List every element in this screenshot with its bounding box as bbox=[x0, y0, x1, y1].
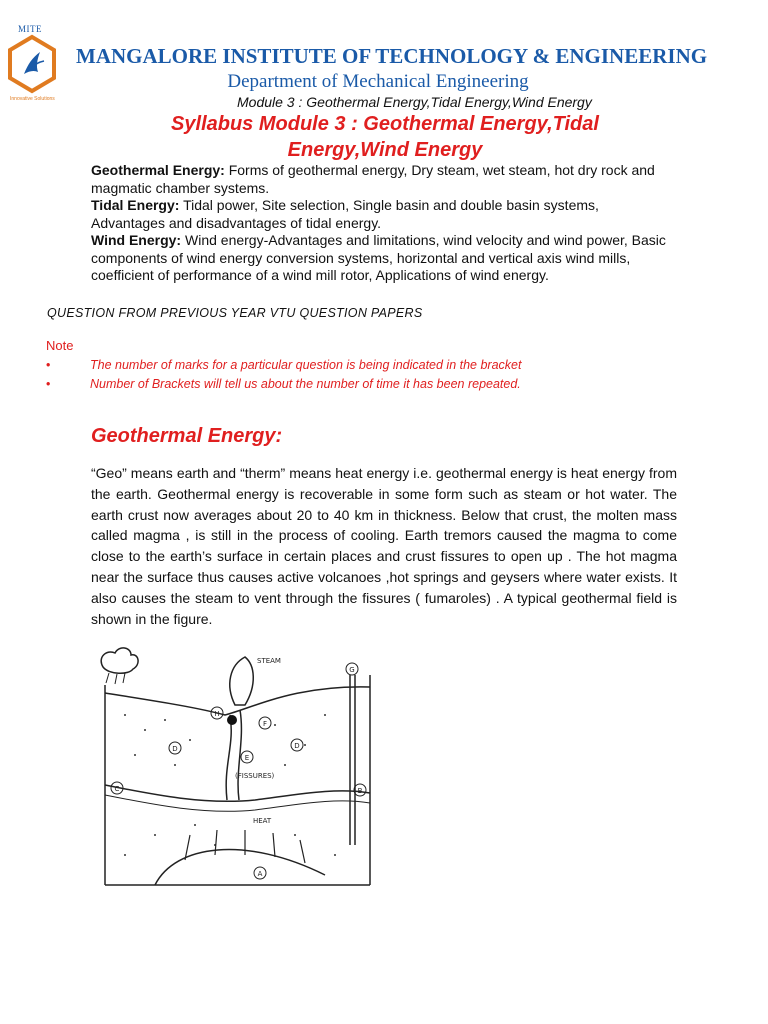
body-paragraph: “Geo” means earth and “therm” means heat energy i.e. geothermal energy is heat energy from the earth. Geothermal energy is recoverable in some form such as steam or hot water. The earth crust now averages about 20 to 40 km in thickness. Below that crust, the molten mass called magma , is still in the process of cooling. Earth tremors caused the magma to come close to the earth’s surface in certain places and crust fissures to open up . The hot magma near the surface thus causes active volcanoes ,hot springs and geysers where water exists. It also causes the steam to vent through the fissures ( fumaroles) . A typical geothermal field is shown in the figure. bbox=[91, 465, 677, 627]
topic-geothermal bbox=[91, 162, 671, 197]
section-heading: Geothermal Energy: bbox=[91, 425, 283, 447]
topic-text: Tidal power, Site selection, Single basin and double basin systems, Advantages and disadvantages of tidal energy. bbox=[91, 197, 599, 231]
geothermal-field-figure bbox=[95, 645, 375, 890]
label-d: D bbox=[294, 742, 300, 750]
topic-label: Geothermal Energy: bbox=[91, 162, 225, 178]
heat-label: HEAT bbox=[253, 817, 272, 825]
topic-text: Forms of geothermal energy, Dry steam, wet steam, hot dry rock and magmatic chamber systems. bbox=[91, 162, 655, 196]
note-text: Number of Brackets will tell us about the number of time it has been repeated. bbox=[90, 377, 521, 391]
steam-label: STEAM bbox=[257, 657, 281, 665]
topics-list bbox=[91, 162, 671, 285]
note-item bbox=[46, 358, 521, 372]
topic-wind bbox=[91, 232, 671, 285]
topic-tidal bbox=[91, 197, 671, 232]
hexagon-logo-icon bbox=[6, 34, 58, 94]
module-line: Module 3 : Geothermal Energy,Tidal Energy,Wind Energy bbox=[237, 94, 592, 110]
fissures-label: (FISSURES) bbox=[235, 772, 275, 780]
logo-tagline: Innovative Solutions bbox=[10, 96, 55, 102]
institution-name: MANGALORE INSTITUTE OF TECHNOLOGY & ENGINEERING bbox=[76, 44, 708, 68]
geothermal-diagram bbox=[95, 645, 375, 890]
label-d: D bbox=[172, 745, 178, 753]
note-text: The number of marks for a particular question is being indicated in the bracket bbox=[90, 358, 522, 372]
syllabus-title: Syllabus Module 3 : Geothermal Energy,Tidal Energy,Wind Energy bbox=[171, 113, 599, 161]
institute-logo bbox=[6, 24, 62, 108]
label-a: A bbox=[257, 870, 263, 878]
department-name: Department of Mechanical Engineering bbox=[227, 71, 529, 92]
label-b: B bbox=[357, 787, 363, 795]
label-g: G bbox=[349, 666, 355, 674]
label-e: E bbox=[244, 754, 250, 762]
bullet-icon: • bbox=[46, 358, 51, 372]
question-heading: QUESTION FROM PREVIOUS YEAR VTU QUESTION PAPERS bbox=[47, 306, 423, 320]
topic-text: Wind energy-Advantages and limitations, wind velocity and wind power, Basic components of wind energy conversion systems, horizontal and vertical axis wind mills, coefficient of performance of a wind mill rotor, Applications of wind energy. bbox=[91, 232, 666, 283]
topic-label: Wind Energy: bbox=[91, 232, 182, 248]
label-c: C bbox=[114, 785, 120, 793]
topic-label: Tidal Energy: bbox=[91, 197, 180, 213]
label-h: H bbox=[214, 710, 220, 718]
label-f: F bbox=[262, 720, 268, 728]
bullet-icon: • bbox=[46, 377, 51, 391]
logo-top-text: MITE bbox=[18, 24, 42, 34]
note-title: Note bbox=[46, 338, 74, 353]
note-item bbox=[46, 377, 521, 391]
